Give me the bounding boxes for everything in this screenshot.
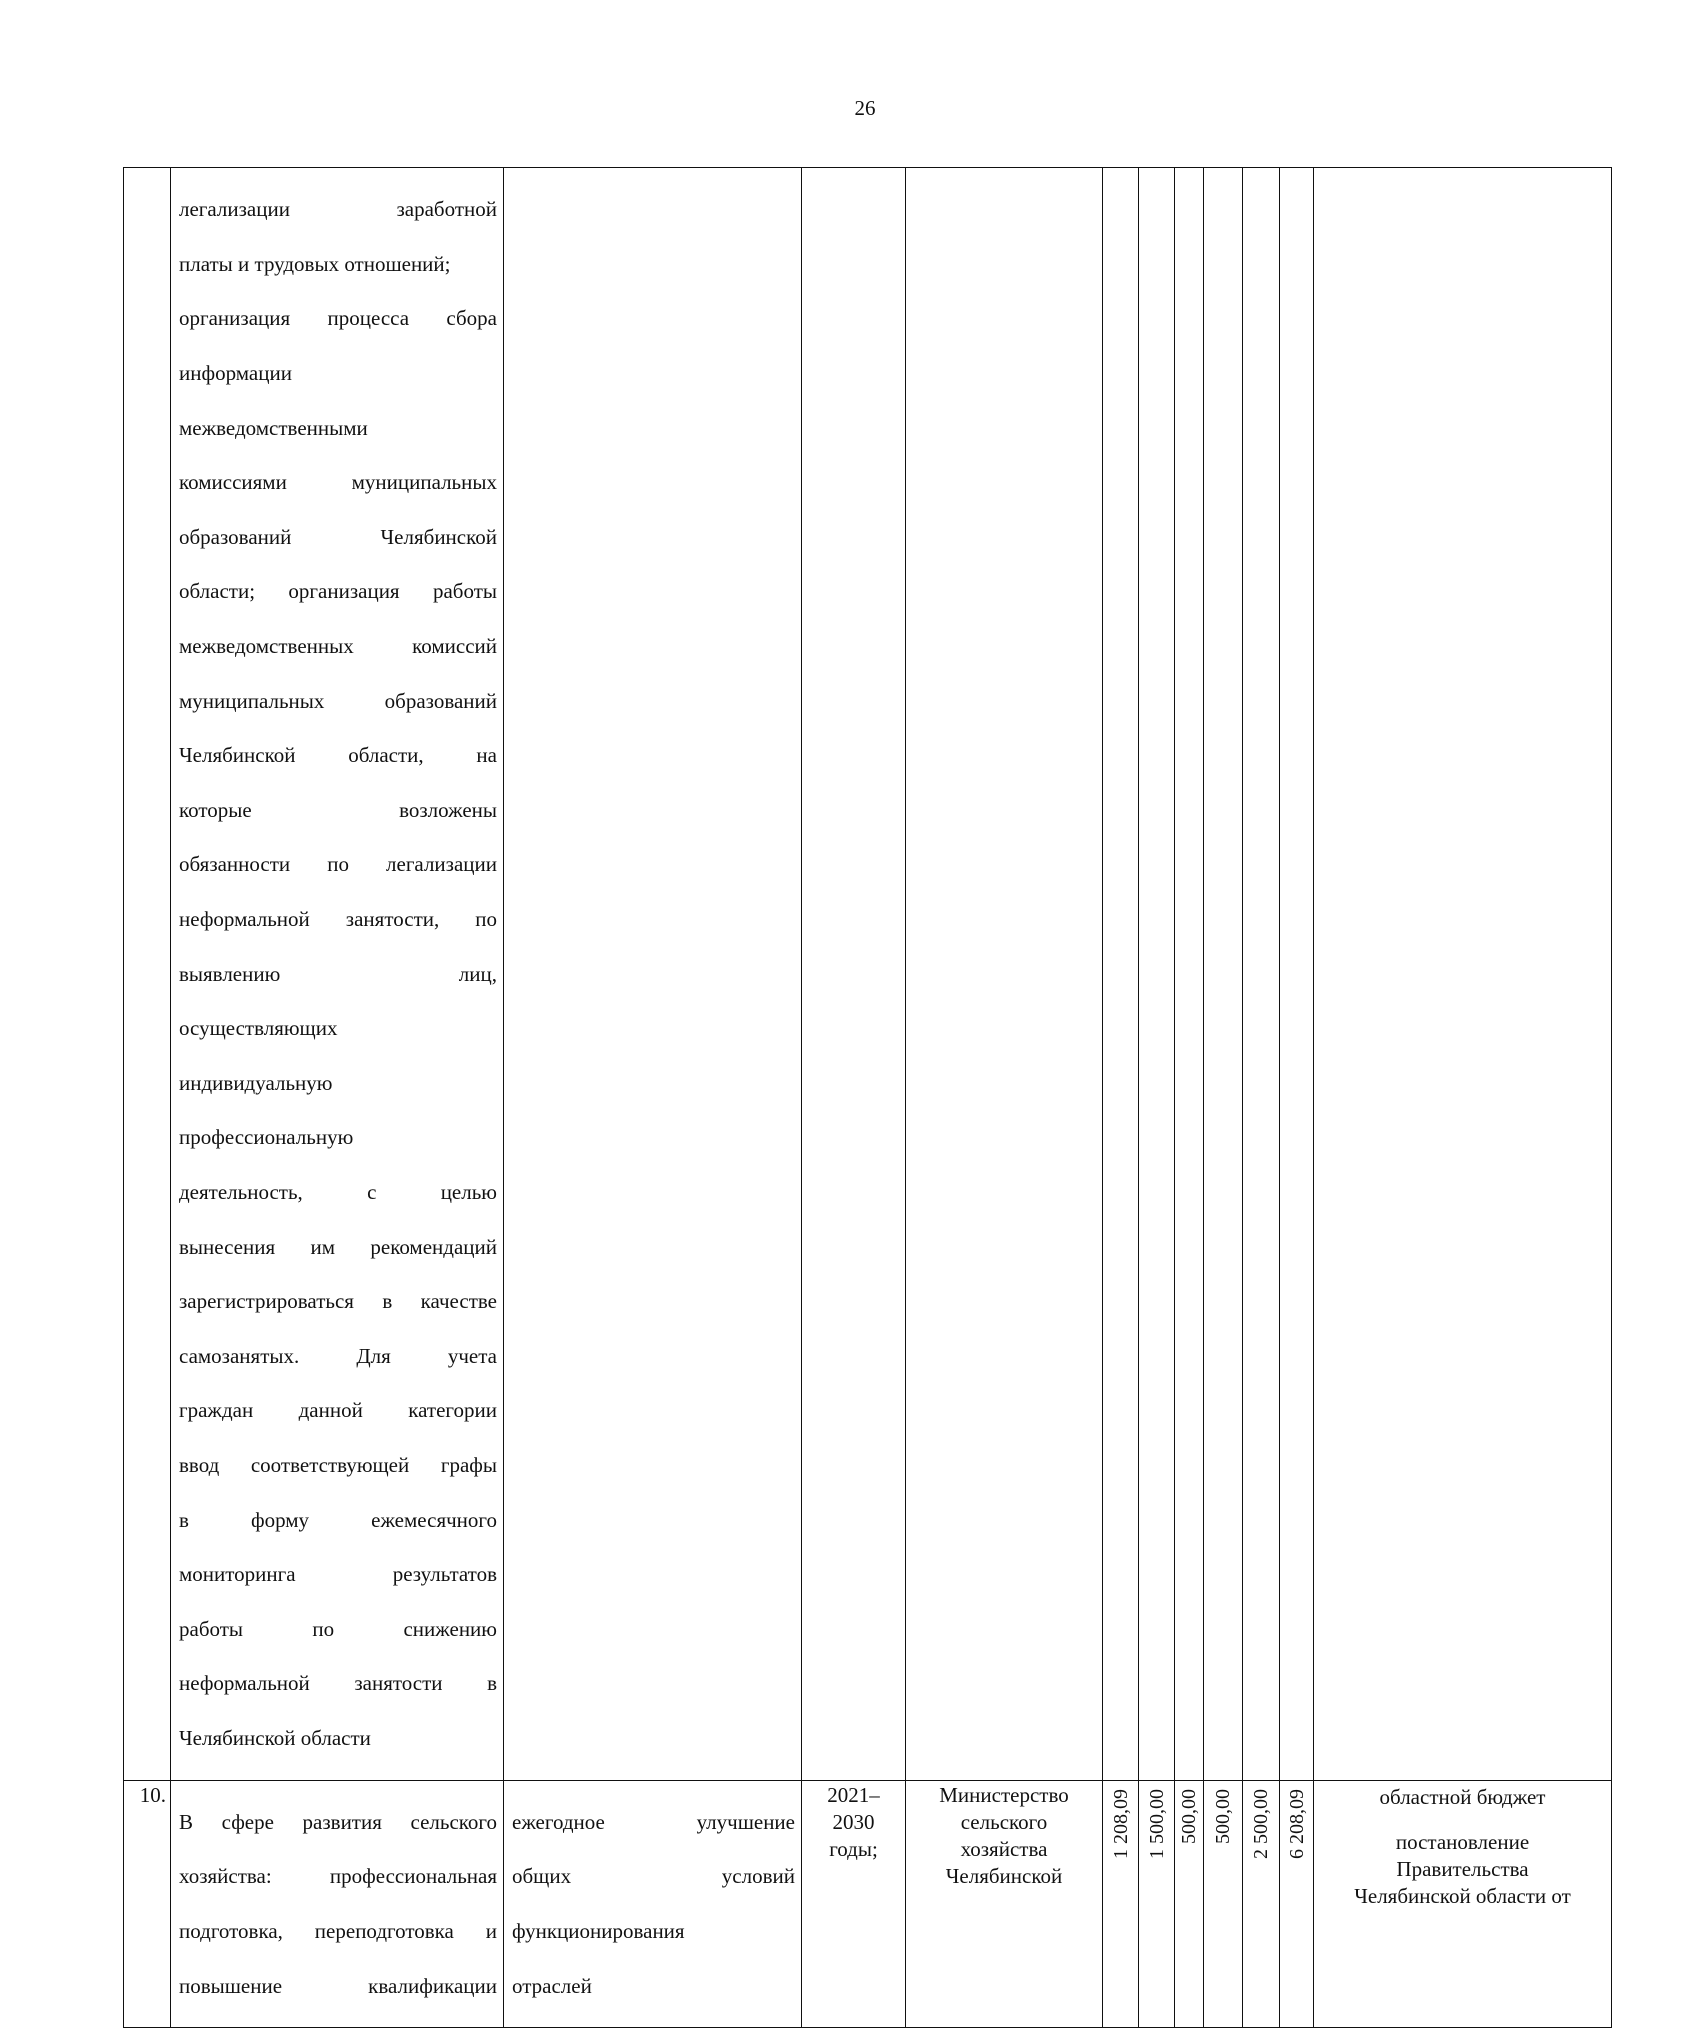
- description-line: межведомственными: [179, 415, 368, 440]
- expected-result-cell: [504, 1780, 802, 2028]
- table-row: [124, 1780, 1612, 2028]
- period-cell: [802, 1780, 906, 2028]
- page-number: 26: [854, 96, 876, 120]
- amount-value: 500,00: [1212, 1788, 1234, 1844]
- description-line: которые возложены: [179, 797, 497, 822]
- description-line: работы по снижению: [179, 1616, 497, 1641]
- description-line: Челябинской области: [179, 1725, 371, 1750]
- funding-cell: [1314, 1780, 1612, 2028]
- amount-value: 1 208,09: [1109, 1788, 1132, 1859]
- amount-cell: [1243, 168, 1280, 1781]
- period-line: годы;: [829, 1837, 878, 1862]
- executor-line: Министерство: [939, 1782, 1069, 1807]
- result-line: отраслей: [512, 1973, 592, 1998]
- description-line: зарегистрироваться в качестве: [179, 1289, 497, 1314]
- amount-cell: [1175, 168, 1204, 1781]
- row-number-cell: [124, 168, 171, 1781]
- description-line: самозанятых. Для учета: [179, 1343, 497, 1368]
- funding-source: областной бюджет: [1379, 1784, 1546, 1809]
- description-line: хозяйства: профессиональная: [179, 1864, 497, 1889]
- amount-cell: [1204, 168, 1243, 1781]
- description-line: профессиональную: [179, 1125, 354, 1150]
- result-line: функционирования: [512, 1919, 685, 1943]
- measure-description-cell: [171, 1780, 504, 2028]
- description-line: муниципальных образований: [179, 688, 497, 713]
- description-line: граждан данной категории: [179, 1398, 497, 1423]
- description-line: В сфере развития сельского: [179, 1809, 497, 1834]
- amount-cell: [1139, 1780, 1175, 2028]
- legal-basis-line: Челябинской области от: [1354, 1884, 1571, 1909]
- amount-cell: [1175, 1780, 1204, 2028]
- amount-value: 6 208,09: [1285, 1788, 1308, 1859]
- table-row: [124, 168, 1612, 1781]
- description-line: области; организация работы: [179, 579, 497, 604]
- result-line: ежегодное улучшение: [512, 1809, 795, 1834]
- description-line: выявлению лиц,: [179, 961, 497, 986]
- amount-cell: [1139, 168, 1175, 1781]
- description-line: неформальной занятости в: [179, 1671, 497, 1696]
- description-line: легализации заработной: [179, 197, 497, 222]
- legal-basis: [1318, 1829, 1607, 1911]
- amount-value: 2 500,00: [1250, 1788, 1272, 1859]
- description-line: организация процесса сбора: [179, 306, 497, 331]
- description-line: деятельность, с целью: [179, 1179, 497, 1204]
- description-line: вынесения им рекомендаций: [179, 1234, 497, 1259]
- row-number-cell: 10.: [124, 1780, 171, 2028]
- legal-basis-line: постановление: [1395, 1829, 1530, 1854]
- description-line: ввод соответствующей графы: [179, 1452, 497, 1477]
- description-line: неформальной занятости, по: [179, 907, 497, 932]
- description-line: платы и трудовых отношений;: [179, 251, 451, 276]
- legal-basis-line: Правительства: [1396, 1857, 1529, 1882]
- result-line: общих условий: [512, 1864, 795, 1889]
- description-line: комиссиями муниципальных: [179, 470, 497, 495]
- expected-result-cell: [504, 168, 802, 1781]
- funding-cell: [1314, 168, 1612, 1781]
- amount-value: 500,00: [1178, 1788, 1200, 1844]
- measures-table: [123, 167, 1612, 2028]
- amount-cell: [1103, 1780, 1139, 2028]
- description-line: мониторинга результатов: [179, 1562, 497, 1587]
- executor-cell: [906, 1780, 1103, 2028]
- measure-description-cell: [171, 168, 504, 1781]
- description-line: информации: [179, 361, 292, 386]
- description-line: повышение квалификации: [179, 1973, 497, 1998]
- period-line: 2021–: [827, 1782, 880, 1807]
- amount-cell: [1243, 1780, 1280, 2028]
- description-line: в форму ежемесячного: [179, 1507, 497, 1532]
- executor-line: хозяйства: [960, 1837, 1048, 1862]
- description-line: подготовка, переподготовка и: [179, 1919, 497, 1943]
- executor-line: Челябинской: [945, 1864, 1063, 1889]
- executor-line: сельского: [960, 1809, 1048, 1834]
- description-line: обязанности по легализации: [179, 852, 497, 877]
- description-line: межведомственных комиссий: [179, 634, 497, 659]
- amount-cell: [1103, 168, 1139, 1781]
- description-line: осуществляющих: [179, 1016, 338, 1041]
- executor-cell: [906, 168, 1103, 1781]
- period-line: 2030: [832, 1809, 875, 1834]
- description-line: образований Челябинской: [179, 524, 497, 549]
- amount-value: 1 500,00: [1145, 1788, 1168, 1859]
- period-cell: [802, 168, 906, 1781]
- amount-cell: [1280, 168, 1314, 1781]
- description-line: индивидуальную: [179, 1070, 333, 1095]
- description-line: Челябинской области, на: [179, 743, 497, 768]
- amount-cell: [1204, 1780, 1243, 2028]
- amount-cell: [1280, 1780, 1314, 2028]
